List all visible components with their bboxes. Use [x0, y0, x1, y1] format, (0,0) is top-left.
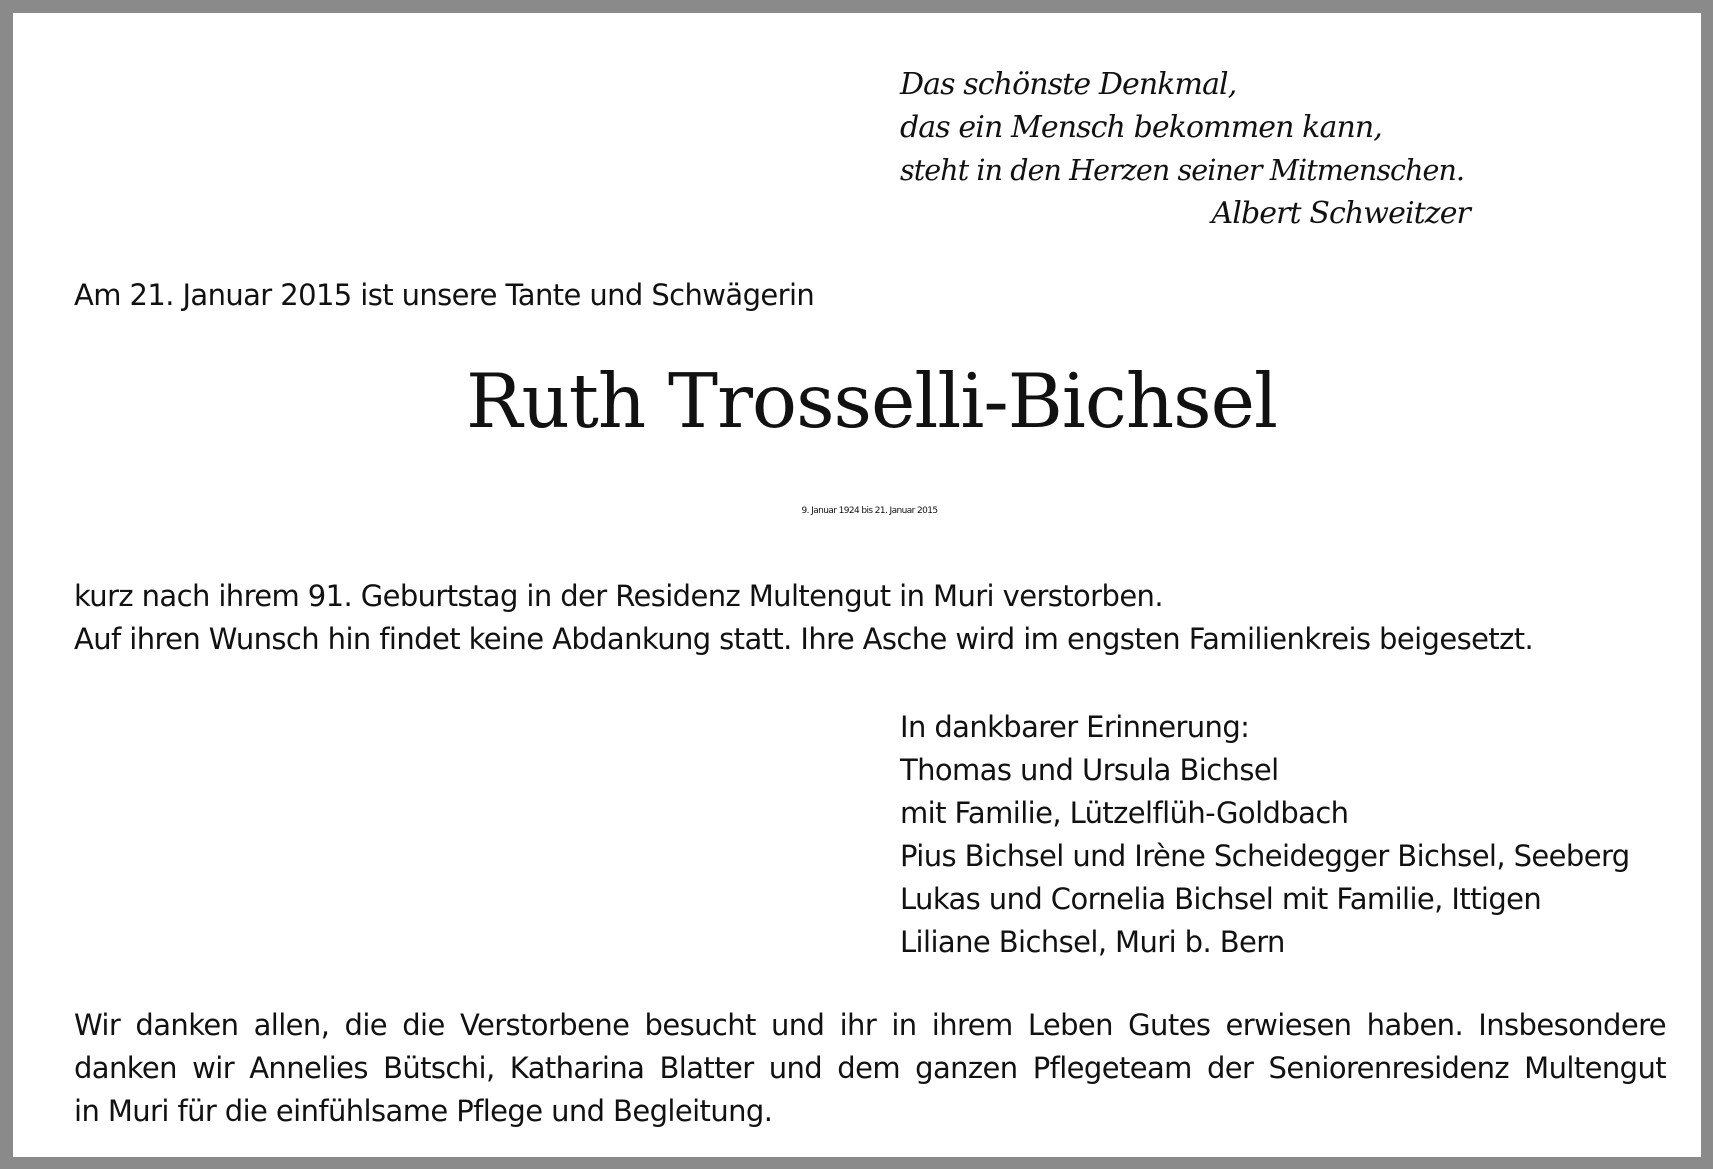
thanks-line-2: danken wir Annelies Bütschi, Katharina Blatter und dem ganzen Pflegeteam der Seniorenresidenz Multengut [74, 1051, 1666, 1085]
thanks-line-3: in Muri für die einfühlsame Pflege und Begleitung. [74, 1094, 773, 1128]
quote-line-2: das ein Mensch bekommen kann, [900, 110, 1382, 145]
quote-line-1: Das schönste Denkmal, [900, 67, 1237, 102]
mourners-list [900, 706, 1630, 964]
thanks-line-1: Wir danken allen, die die Verstorbene besucht und ihr in ihrem Leben Gutes erwiesen haben. Insbesondere [74, 1008, 1666, 1042]
death-notice-body [74, 575, 1533, 661]
life-dates: 9. Januar 1924 bis 21. Januar 2015 [801, 506, 938, 516]
quote-author: Albert Schweitzer [1211, 196, 1470, 231]
mourner-line-4: Lukas und Cornelia Bichsel mit Familie, Ittigen [900, 882, 1542, 916]
mourner-line-5: Liliane Bichsel, Muri b. Bern [900, 925, 1285, 959]
mourners-heading: In dankbarer Erinnerung: [900, 710, 1250, 744]
deceased-name: Ruth Trosselli-Bichsel [465, 357, 1278, 445]
quote-line-3: steht in den Herzen seiner Mitmenschen. [900, 154, 1465, 187]
mourner-line-3: Pius Bichsel und Irène Scheidegger Bichsel, Seeberg [900, 839, 1630, 873]
mourner-line-1: Thomas und Ursula Bichsel [900, 753, 1279, 787]
body-line-2: Auf ihren Wunsch hin findet keine Abdankung statt. Ihre Asche wird im engsten Familienkreis beigesetzt. [74, 622, 1534, 656]
body-line-1: kurz nach ihrem 91. Geburtstag in der Residenz Multengut in Muri verstorben. [74, 579, 1163, 613]
epigraph-quote [900, 63, 1470, 235]
thanks-paragraph [74, 1004, 1666, 1133]
intro-line: Am 21. Januar 2015 ist unsere Tante und Schwägerin [74, 278, 815, 312]
mourner-line-2: mit Familie, Lützelflüh-Goldbach [900, 796, 1349, 830]
